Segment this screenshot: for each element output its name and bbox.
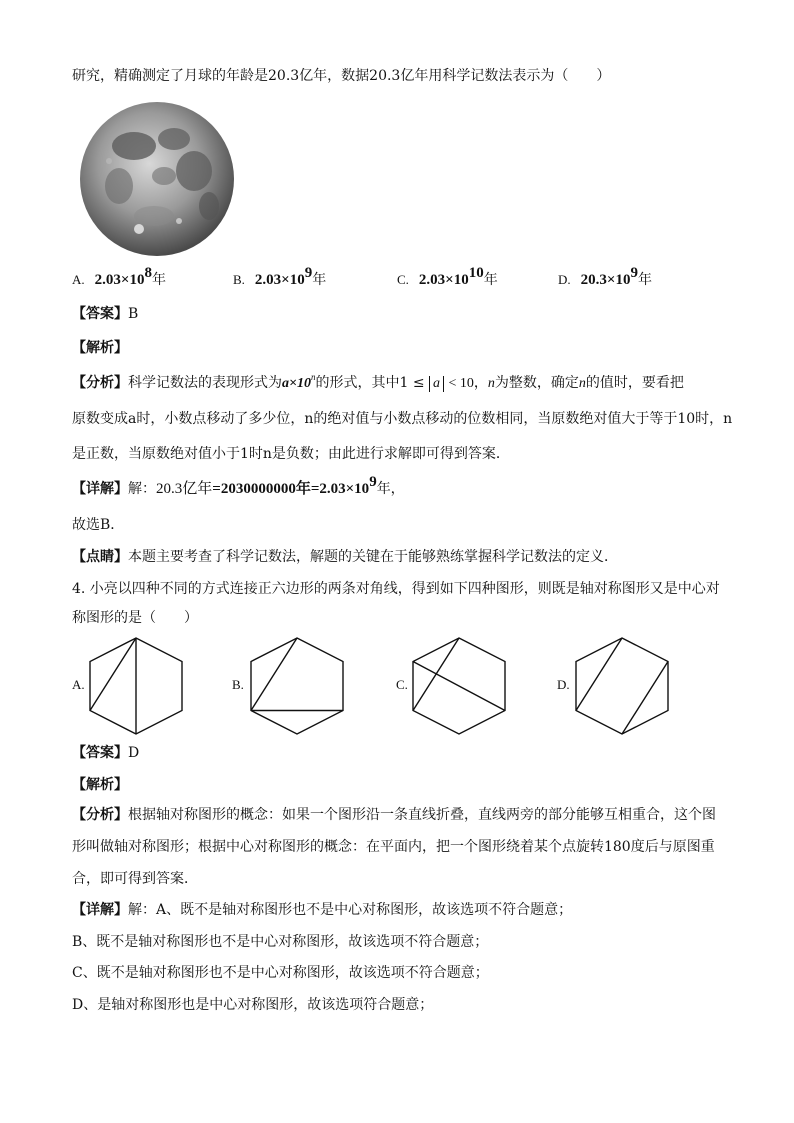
q4-option-b-label: B. [232, 677, 244, 692]
q4-line-c: C、既不是轴对称图形也不是中心对称图形，故该选项不符合题意； [72, 965, 489, 981]
q3-guxuan: 故选B． [72, 517, 125, 533]
q4-analysis-tag: 【解析】 [72, 777, 128, 793]
q3-option-b[interactable]: B. $2.03\times 10^9$年 [233, 265, 327, 288]
q3-option-a[interactable]: A. $2.03\times 10^8$年 [72, 265, 166, 288]
q3-fenxi-line-3: 是正数，当原数绝对值小于1时n是负数；由此进行求解即可得到答案． [72, 446, 510, 462]
q3-answer: 【答案】B [72, 306, 139, 322]
q4-line-d: D、是轴对称图形也是中心对称图形，故该选项符合题意； [72, 997, 434, 1013]
q4-line-b: B、既不是轴对称图形也不是中心对称图形，故该选项不符合题意； [72, 934, 489, 950]
q3-fenxi-line-1: 【分析】科学记数法的表现形式为$a\times 10^n$的形式，其中1 ≤ a < 10，n为整数，确定n的值时，要看把 [72, 372, 684, 391]
q4-option-d-hexagon[interactable] [574, 637, 670, 735]
q4-option-c-label: C. [396, 677, 408, 692]
q4-option-a-label: A. [72, 677, 85, 692]
q4-xiangjie: 【详解】解：A、既不是轴对称图形也不是中心对称图形，故该选项不符合题意； [72, 902, 573, 918]
q4-option-b-hexagon[interactable] [249, 637, 345, 735]
q4-fenxi-line-1: 【分析】根据轴对称图形的概念：如果一个图形沿一条直线折叠，直线两旁的部分能够互相重合，这个图 [72, 807, 716, 823]
q3-stem: 研究，精确测定了月球的年龄是20.3亿年，数据20.3亿年用科学记数法表示为（ ） [72, 68, 611, 84]
q4-fenxi-line-2: 形叫做轴对称图形；根据中心对称图形的概念：在平面内，把一个图形绕着某个点旋转180度后与原图重 [72, 839, 715, 855]
q4-stem-line-1: 4. 小亮以四种不同的方式连接正六边形的两条对角线，得到如下四种图形，则既是轴对称图形又是中心对 [72, 581, 720, 597]
q3-option-c[interactable]: C. $2.03\times 10^{10}$年 [397, 265, 498, 288]
q3-analysis-tag: 【解析】 [72, 340, 128, 356]
moon-image [79, 101, 235, 257]
q3-fenxi-line-2: 原数变成a时，小数点移动了多少位，n的绝对值与小数点移动的位数相同，当原数绝对值大于等于10时，n [72, 411, 733, 427]
q3-xiangjie: 【详解】解：20.3亿年=2030000000年$=2.03\times 10^9$年， [72, 474, 405, 497]
q4-option-a-hexagon[interactable] [88, 637, 184, 735]
q3-dianjing: 【点睛】本题主要考查了科学记数法，解题的关键在于能够熟练掌握科学记数法的定义． [72, 549, 618, 565]
q3-option-d[interactable]: D. $20.3\times 10^9$年 [558, 265, 652, 288]
q4-answer: 【答案】D [72, 745, 140, 761]
q4-fenxi-line-3: 合，即可得到答案． [72, 871, 198, 887]
q4-option-d-label: D. [557, 677, 570, 692]
q4-option-c-hexagon[interactable] [411, 637, 507, 735]
q4-stem-line-2: 称图形的是（ ） [72, 610, 198, 626]
